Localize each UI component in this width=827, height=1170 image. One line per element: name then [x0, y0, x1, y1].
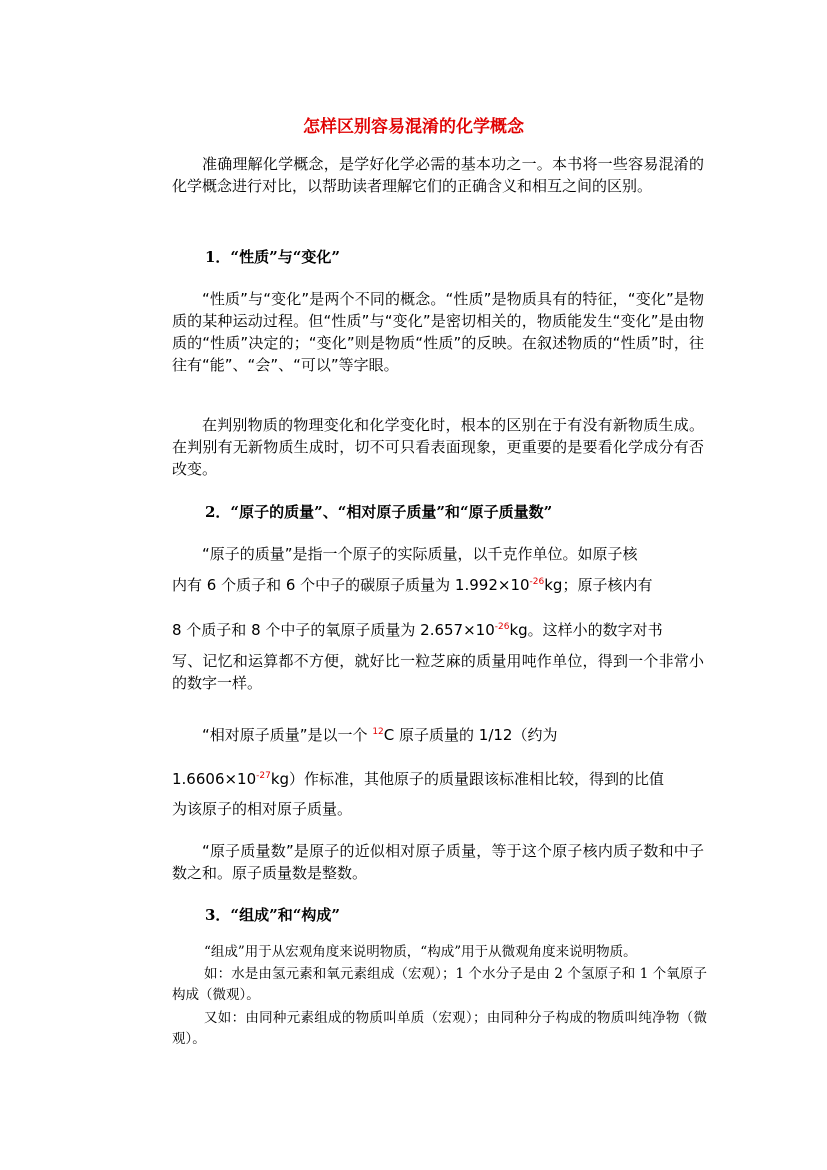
text-run: 8 个质子和 8 个中子的氧原子质量为 2.657×10	[172, 621, 495, 639]
text-run: 内有 6 个质子和 6 个中子的碳原子质量为 1.992×10	[172, 576, 530, 594]
text-run: kg；原子核内有	[544, 576, 653, 594]
section-2-p2-line-1	[172, 724, 712, 746]
text-run: “相对原子质量”是以一个	[202, 726, 373, 744]
section-2-p2-line-2	[172, 768, 712, 790]
section-2-p1-line-2	[172, 574, 712, 596]
section-2-p1-line-1: “原子的质量”是指一个原子的实际质量，以千克作单位。如原子核	[202, 545, 638, 563]
document-title: 怎样区别容易混淆的化学概念	[303, 117, 524, 137]
section-2-paragraph-3: “原子质量数”是原子的近似相对原子质量，等于这个原子核内质子数和中子数之和。原子质量数是整数。	[172, 842, 704, 882]
superscript-exponent: -26	[494, 622, 510, 632]
section-3-heading: 3．“组成”和“构成”	[205, 906, 340, 924]
section-3-paragraph-2: 如：水是由氢元素和氧元素组成（宏观）；1 个水分子是由 2 个氢原子和 1 个氧原子构成（微观）。	[172, 966, 707, 1003]
section-1-paragraph-1: “性质”与“变化”是两个不同的概念。“性质”是物质具有的特征，“变化”是物质的某种运动过程。但“性质”与“变化”是密切相关的，物质能发生“变化”是由物质的“性质”决定的；“变化”则是物质“性质”的反映。在叙述物质的“性质”时，往往有“能”、“会”、“可以”等字眼。	[172, 290, 704, 374]
section-3-paragraph-1: “组成”用于从宏观角度来说明物质，“构成”用于从微观角度来说明物质。	[204, 944, 637, 960]
superscript-mass-number: 12	[372, 727, 384, 737]
superscript-exponent: -26	[529, 577, 545, 587]
section-1-heading: 1．“性质”与“变化”	[205, 248, 340, 266]
section-2-p1-line-3	[172, 619, 712, 641]
section-3-paragraph-3: 又如：由同种元素组成的物质叫单质（宏观）；由同种分子构成的物质叫纯净物（微观）。	[172, 1010, 707, 1047]
intro-paragraph: 准确理解化学概念，是学好化学必需的基本功之一。本书将一些容易混淆的化学概念进行对比，以帮助读者理解它们的正确含义和相互之间的区别。	[172, 155, 704, 195]
section-2-heading: 2．“原子的质量”、“相对原子质量”和“原子质量数”	[205, 503, 553, 521]
text-run: kg）作标准，其他原子的质量跟该标准相比较，得到的比值	[270, 770, 665, 788]
section-2-p2-line-3: 为该原子的相对原子质量。	[172, 800, 353, 818]
section-1-paragraph-2: 在判别物质的物理变化和化学变化时，根本的区别在于有没有新物质生成。在判别有无新物质生成时，切不可只看表面现象，更重要的是要看化学成分有否改变。	[172, 416, 704, 478]
text-run: 1.6606×10	[172, 770, 257, 788]
superscript-exponent: -27	[256, 771, 271, 781]
text-run: kg。这样小的数字对书	[509, 621, 663, 639]
text-run: C 原子质量的 1/12（约为	[383, 726, 558, 744]
section-2-p1-continuation: 写、记忆和运算都不方便，就好比一粒芝麻的质量用吨作单位，得到一个非常小的数字一样。	[172, 652, 704, 692]
